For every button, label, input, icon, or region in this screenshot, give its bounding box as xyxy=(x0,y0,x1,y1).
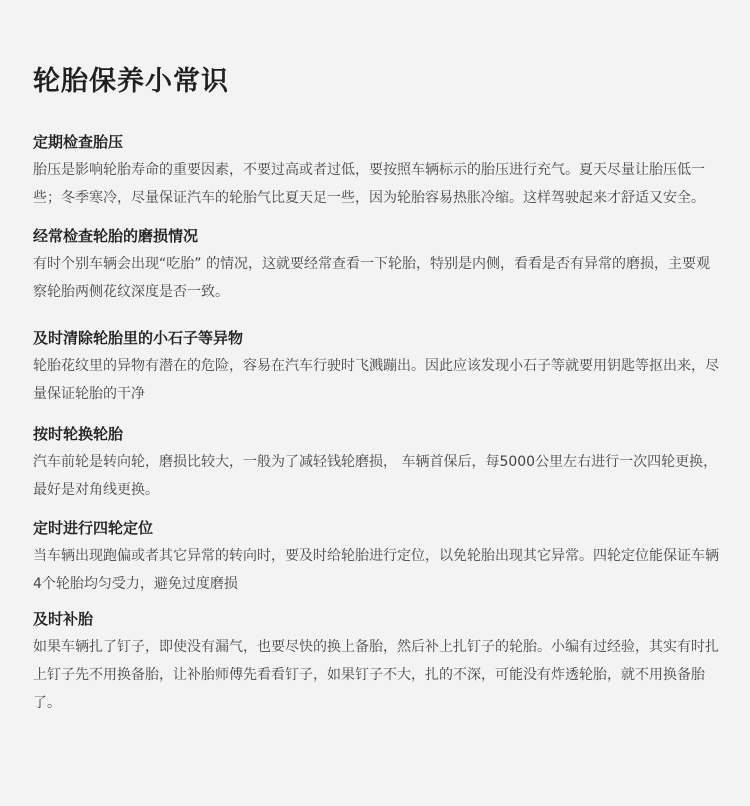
section-text: 胎压是影响轮胎寿命的重要因素，不要过高或者过低，要按照车辆标示的胎压进行充气。夏天尽量让胎压低一些；冬季寒冷，尽量保证汽车的轮胎气比夏天足一些，因为轮胎容易热胀冷缩。这样驾驶起来才舒适又安全。 xyxy=(33,162,705,206)
section-text: 当车辆出现跑偏或者其它异常的转向时，要及时给轮胎进行定位，以免轮胎出现其它异常。四轮定位能保证车辆4个轮胎均匀受力，避免过度磨损 xyxy=(33,548,719,592)
section-title: 及时补胎 xyxy=(33,610,94,628)
section-text: 有时个别车辆会出现“吃胎” 的情况，这就要经常查看一下轮胎，特别是内侧，看看是否有异常的磨损，主要观察轮胎两侧花纹深度是否一致。 xyxy=(33,256,710,300)
section-check-tire-pressure xyxy=(33,130,723,212)
section-text: 轮胎花纹里的异物有潜在的危险，容易在汽车行驶时飞溅蹦出。因此应该发现小石子等就要用钥匙等抠出来，尽量保证轮胎的干净 xyxy=(33,358,719,402)
section-title: 及时清除轮胎里的小石子等异物 xyxy=(33,329,244,347)
section-check-tire-wear xyxy=(33,224,723,306)
page-title: 轮胎保养小常识 xyxy=(33,66,229,97)
section-rotate-tires xyxy=(33,422,723,504)
section-repair-tire xyxy=(33,607,723,717)
section-text: 汽车前轮是转向轮，磨损比较大，一般为了减轻钱轮磨损， 车辆首保后，每5000公里左右进行一次四轮更换，最好是对角线更换。 xyxy=(33,454,718,498)
section-title: 按时轮换轮胎 xyxy=(33,425,124,443)
section-wheel-alignment xyxy=(33,516,723,598)
section-text: 如果车辆扎了钉子，即使没有漏气，也要尽快的换上备胎，然后补上扎钉子的轮胎。小编有过经验，其实有时扎上钉子先不用换备胎，让补胎师傅先看看钉子，如果钉子不大，扎的不深，可能没有炸透轮胎，就不用换备胎了。 xyxy=(33,639,719,711)
section-remove-stones xyxy=(33,326,723,408)
section-title: 经常检查轮胎的磨损情况 xyxy=(33,227,199,245)
section-title: 定期检查胎压 xyxy=(33,133,124,151)
section-title: 定时进行四轮定位 xyxy=(33,519,154,537)
article-sections xyxy=(33,130,723,717)
